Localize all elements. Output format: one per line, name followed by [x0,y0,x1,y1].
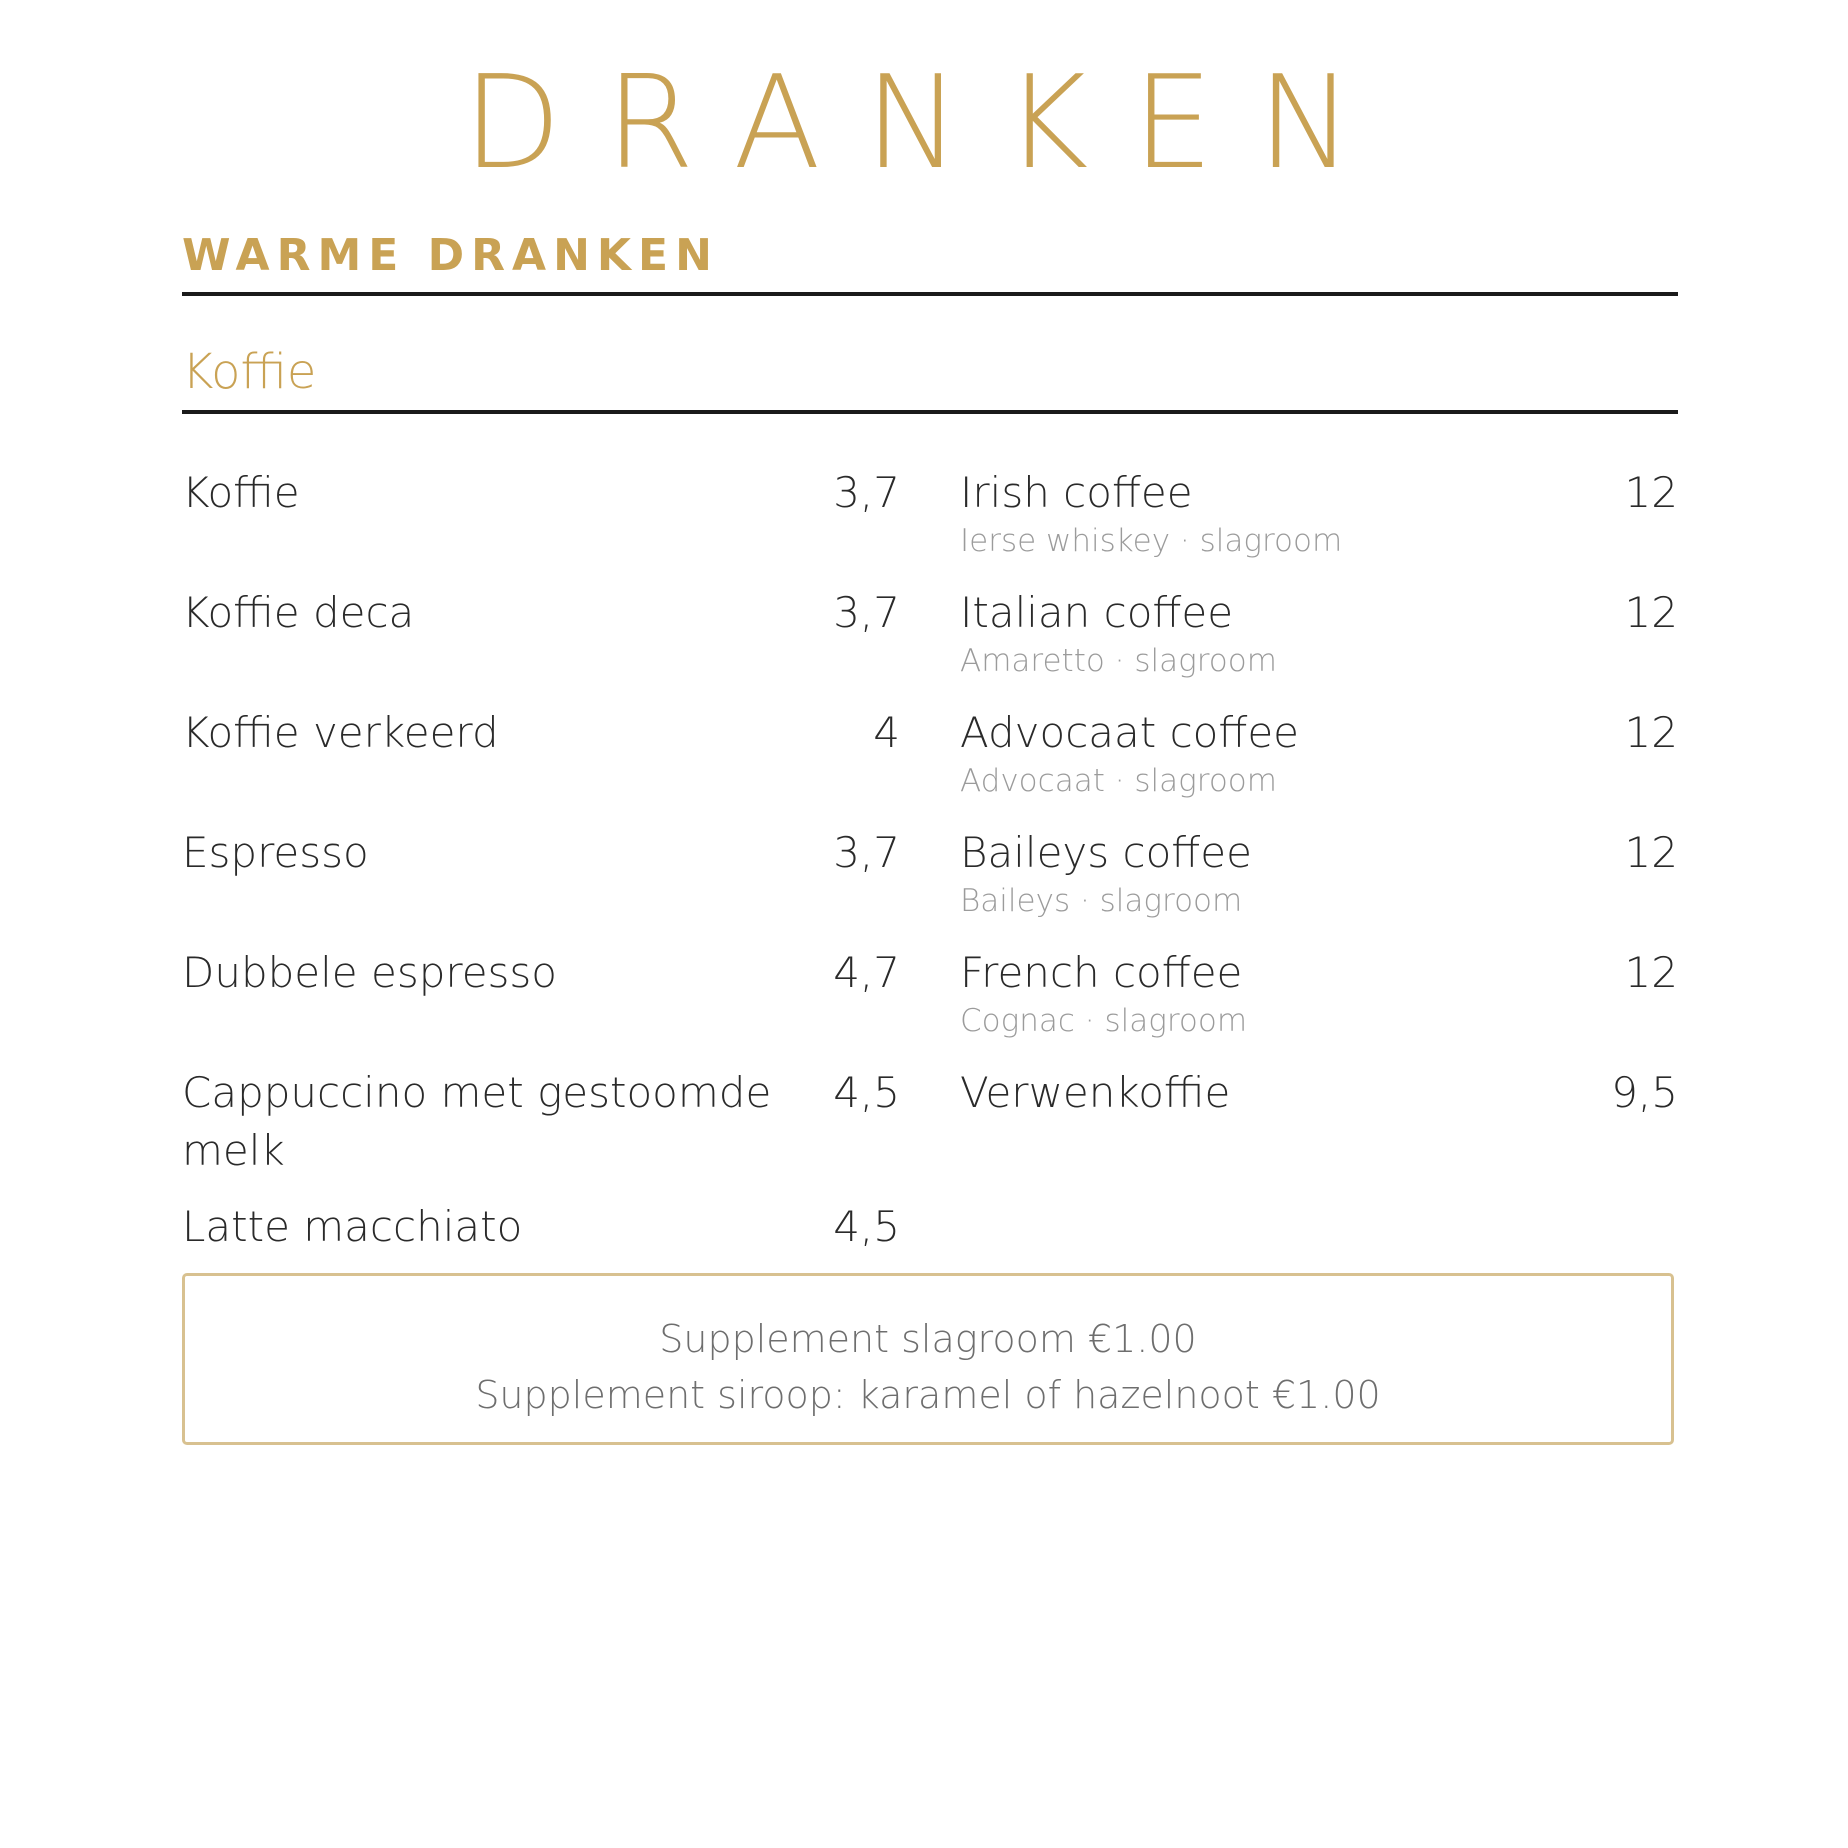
item-price: 4 [873,708,900,757]
item-name: French coffee [960,948,1243,997]
item-description: Cognac · slagroom [960,1003,1248,1039]
item-price: 9,5 [1611,1068,1678,1117]
subsection-divider [182,410,1678,414]
item-price: 4,5 [833,1068,900,1117]
item-name: Koffie deca [182,588,415,637]
menu-item [960,944,1678,1064]
item-name: Italian coffee [960,588,1234,637]
item-name: Irish coffee [960,468,1193,517]
supplement-line-cream: Supplement slagroom €1.00 [659,1317,1197,1361]
item-name: Espresso [182,828,369,877]
menu-item [182,584,900,704]
menu-item [182,824,900,944]
menu-item [960,824,1678,944]
item-description: Advocaat · slagroom [960,763,1277,799]
subsection-title: Koffie [182,344,317,400]
item-price: 12 [1624,948,1678,997]
section-divider [182,292,1678,296]
menu-item [182,944,900,1064]
item-name: Verwenkoffie [960,1068,1231,1117]
menu-item [960,584,1678,704]
item-name: Koffie verkeerd [182,708,499,757]
item-name: Baileys coffee [960,828,1252,877]
page-title: DRANKEN [462,49,1398,198]
item-name: Koffie [182,468,300,517]
item-description: Amaretto · slagroom [960,643,1277,679]
item-price: 12 [1624,588,1678,637]
item-price: 12 [1624,468,1678,517]
supplement-note-box [182,1273,1674,1445]
menu-column-left [182,464,900,1318]
menu-column-right [960,464,1678,1184]
item-price: 3,7 [833,588,900,637]
section-title: WARME DRANKEN [182,230,719,281]
item-description: Ierse whiskey · slagroom [960,523,1343,559]
item-name: Dubbele espresso [182,948,558,997]
item-price: 4,7 [833,948,900,997]
supplement-line-syrup: Supplement siroop: karamel of hazelnoot €1.00 [475,1373,1381,1417]
item-name: Cappuccino met gestoomde melk [182,1068,772,1175]
menu-item [182,464,900,584]
menu-item [960,1064,1678,1184]
item-name: Advocaat coffee [960,708,1299,757]
item-description: Baileys · slagroom [960,883,1243,919]
item-price: 4,5 [833,1202,900,1251]
item-name: Latte macchiato [182,1202,523,1251]
menu-item [960,704,1678,824]
menu-item [182,704,900,824]
menu-item [960,464,1678,584]
item-price: 3,7 [833,468,900,517]
item-price: 12 [1624,708,1678,757]
item-price: 12 [1624,828,1678,877]
menu-item [182,1064,900,1198]
item-price: 3,7 [833,828,900,877]
